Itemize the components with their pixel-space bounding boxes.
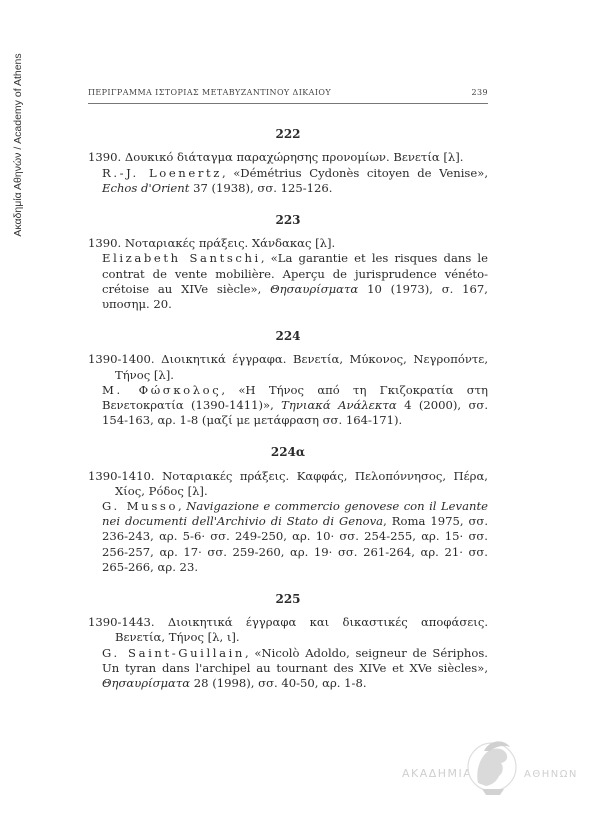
ref-text: , «Nicolò Adoldo, seigneur de Sériphos. Un tyran dans l'archipel au tournant des XIVe et XVe siècles», bbox=[102, 645, 488, 675]
section bbox=[88, 329, 488, 428]
author-name: Elizabeth Santschi bbox=[102, 251, 261, 266]
journal-title: Θησαυρίσματα bbox=[270, 281, 359, 296]
side-label bbox=[7, 40, 29, 250]
author-name: R.-J. Loenertz bbox=[102, 165, 222, 180]
journal-title: Echos d'Orient bbox=[102, 180, 190, 195]
entry-heading: 1390-1400. Διοικητικά έγγραφα. Βενετία, Μύκονος, Νεγροπόντε, Τήνος [λ]. bbox=[88, 352, 488, 382]
entry-reference bbox=[88, 646, 488, 692]
entry-reference bbox=[88, 251, 488, 312]
author-name: G. Saint-Guillain bbox=[102, 645, 245, 660]
section bbox=[88, 592, 488, 691]
page-number: 239 bbox=[471, 88, 488, 97]
entry bbox=[88, 469, 488, 575]
journal-title: Θησαυρίσματα bbox=[102, 676, 191, 691]
ref-text: , bbox=[178, 499, 187, 514]
section-number: 224 bbox=[275, 329, 301, 344]
section bbox=[88, 127, 488, 196]
author-name: Μ. Φώσκολος bbox=[102, 382, 222, 397]
section bbox=[88, 213, 488, 312]
running-head bbox=[88, 85, 488, 104]
ref-text: 28 (1998), σσ. 40-50, αρ. 1-8. bbox=[190, 676, 367, 691]
section bbox=[88, 445, 488, 575]
running-head-title: ΠΕΡΙΓΡΑΜΜΑ ΙΣΤΟΡΙΑΣ ΜΕΤΑΒΥΖΑΝΤΙΝΟΥ ΔΙΚΑΙΟΥ bbox=[88, 88, 332, 97]
page bbox=[88, 85, 488, 691]
entry bbox=[88, 236, 488, 312]
watermark-text-left: ΑΚΑΔΗΜΙΑ bbox=[402, 767, 473, 780]
entry-heading: 1390. Δουκικό διάταγμα παραχώρησης προνομίων. Βενετία [λ]. bbox=[88, 150, 464, 165]
ref-text: , «La garantie et les risques dans le contrat de vente mobilière. Aperçu de jurisprudence vénéto-crétoise au XIVe siècle», bbox=[102, 251, 488, 296]
entry bbox=[88, 150, 488, 196]
side-label-text: Ακαδημία Αθηνών / Academy of Athens bbox=[12, 53, 24, 237]
entry-heading: 1390-1443. Διοικητικά έγγραφα και δικαστικές αποφάσεις. Βενετία, Τήνος [λ, ι]. bbox=[88, 615, 488, 645]
book-title: Navigazione e commercio genovese con il Levante nei documenti dell'Archivio di Stato di Genova bbox=[102, 499, 488, 529]
section-number: 225 bbox=[275, 592, 301, 607]
ref-text: , Roma 1975, σσ. 236-243, αρ. 5-6· σσ. 249-250, αρ. 10· σσ. 254-255, αρ. 15· σσ. 256-257, αρ. 17· σσ. 259-260, αρ. 19· σσ. 261-264, αρ. 21· σσ. 265-266, αρ. 23. bbox=[102, 514, 488, 574]
ref-text: 10 (1973), σ. 167, υποσημ. 20. bbox=[102, 281, 488, 312]
section-number: 224α bbox=[270, 445, 306, 460]
entry-heading: 1390-1410. Νοταριακές πράξεις. Καφφάς, Πελοπόννησος, Πέρα, Χίος, Ρόδος [λ]. bbox=[88, 468, 488, 498]
academy-watermark bbox=[400, 733, 580, 803]
journal-title: Τηνιακά Ανάλεκτα bbox=[281, 398, 397, 413]
entry bbox=[88, 352, 488, 428]
athena-head-emblem bbox=[468, 741, 516, 795]
entry-reference bbox=[88, 166, 488, 196]
ref-text: , «Η Τήνος από τη Γκιζοκρατία στη Βενετοκρατία (1390-1411)», bbox=[102, 382, 489, 413]
author-name: G. Musso bbox=[102, 499, 179, 514]
ref-text: 4 (2000), σσ. 154-163, αρ. 1-8 (μαζί με μετάφραση σσ. 164-171). bbox=[102, 398, 489, 428]
ref-text: 37 (1938), σσ. 125-126. bbox=[189, 180, 333, 195]
entry-reference bbox=[88, 383, 488, 429]
entry-heading: 1390. Νοταριακές πράξεις. Χάνδακας [λ]. bbox=[88, 236, 336, 251]
section-number: 223 bbox=[275, 213, 301, 228]
section-number: 222 bbox=[275, 127, 301, 142]
ref-text: , «Démétrius Cydonès citoyen de Venise», bbox=[221, 165, 489, 180]
watermark-text-right: ΑΘΗΝΩΝ bbox=[524, 769, 578, 780]
entry bbox=[88, 615, 488, 691]
entry-reference bbox=[88, 499, 488, 575]
